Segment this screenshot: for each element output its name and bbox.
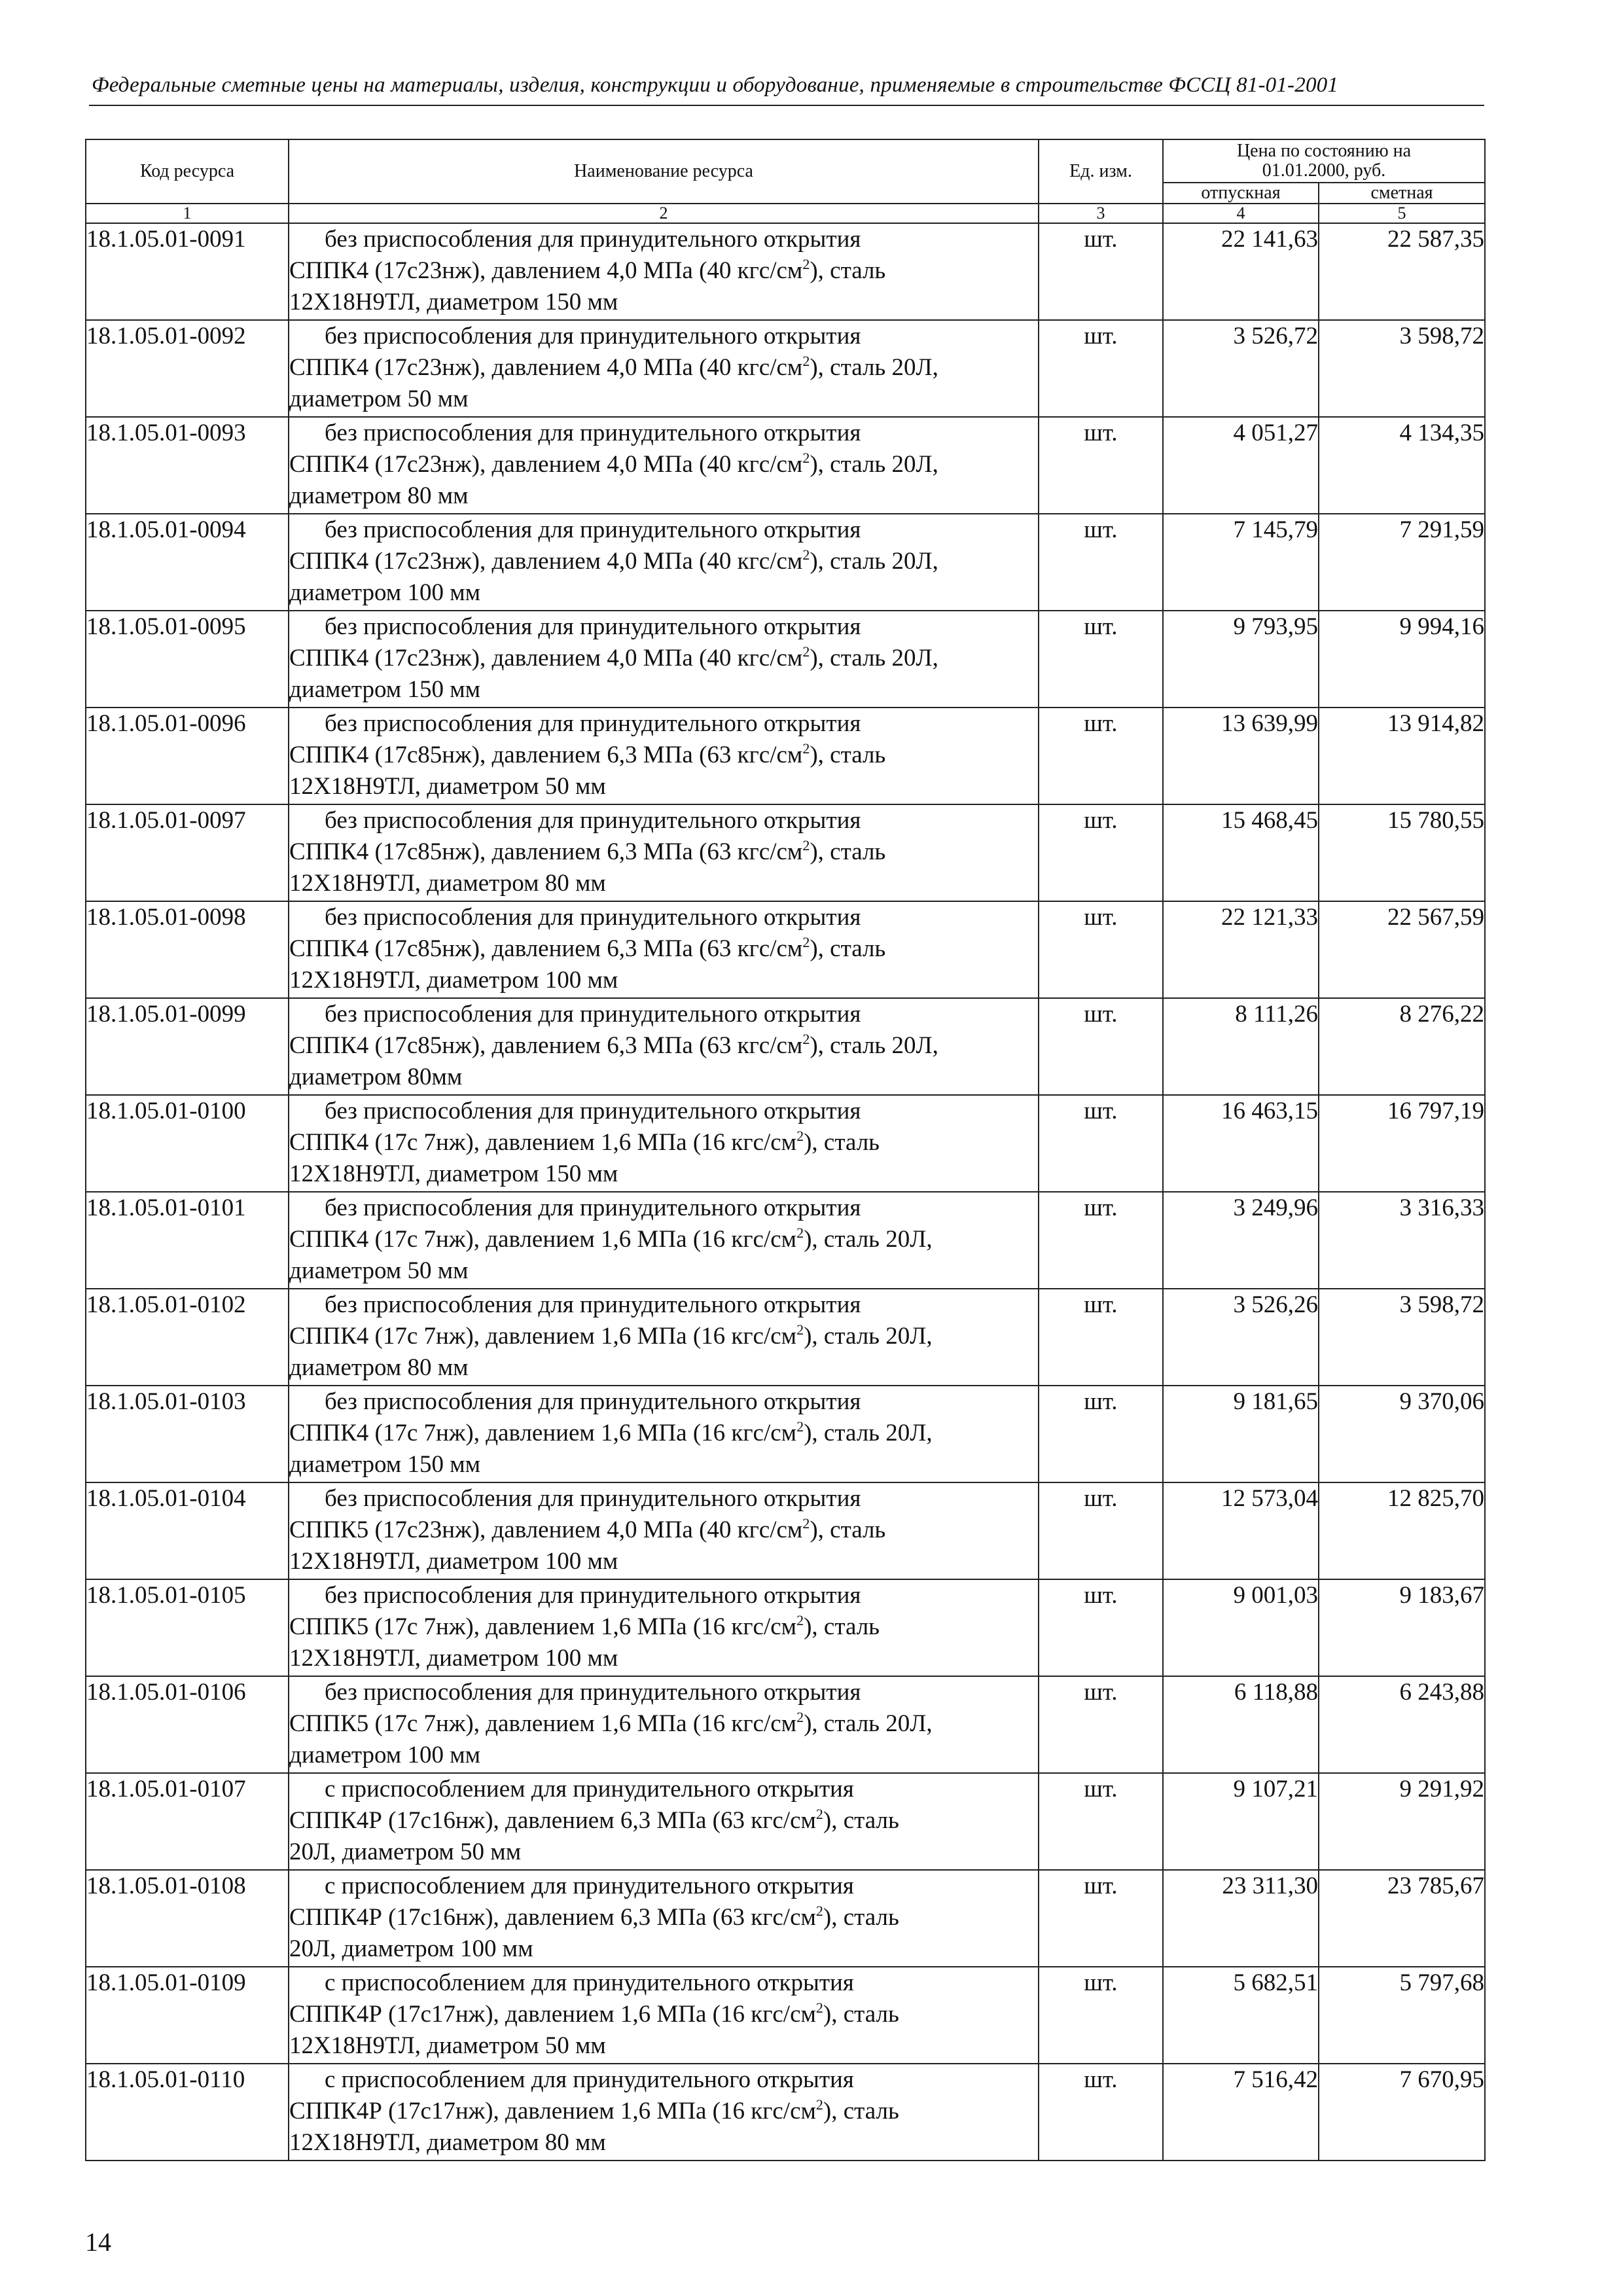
resource-name-text: СППК4 (17с 7нж), давлением 1,6 МПа (16 кгс/см <box>289 1323 797 1350</box>
estimate-price: 9 370,06 <box>1319 1386 1485 1482</box>
resource-name <box>289 417 1039 514</box>
estimate-price: 23 785,67 <box>1319 1870 1485 1967</box>
resource-code: 18.1.05.01-0104 <box>86 1482 289 1579</box>
resource-code: 18.1.05.01-0110 <box>86 2064 289 2161</box>
column-number: 3 <box>1039 204 1163 223</box>
unit-cell: шт. <box>1039 1967 1163 2064</box>
unit-cell: шт. <box>1039 1870 1163 1967</box>
table-row <box>86 320 1485 417</box>
superscript: 2 <box>802 353 810 369</box>
resource-name-line <box>289 2096 1038 2127</box>
resource-name-text: СППК4Р (17с17нж), давлением 1,6 МПа (16 кгс/см <box>289 2098 816 2125</box>
superscript: 2 <box>815 1903 823 1919</box>
resource-name-text: ), сталь 20Л, <box>804 1420 933 1446</box>
col-header-unit: Ед. изм. <box>1039 139 1163 204</box>
column-number: 4 <box>1163 204 1319 223</box>
resource-name-line: с приспособлением для принудительного открытия <box>325 1969 854 1996</box>
release-price: 22 141,63 <box>1163 223 1319 320</box>
resource-name-line: диаметром 150 мм <box>289 676 481 703</box>
table-row <box>86 1095 1485 1192</box>
resource-name-line <box>289 1805 1038 1837</box>
superscript: 2 <box>802 1515 810 1532</box>
resource-name-line: без приспособления для принудительного открытия <box>325 1582 861 1609</box>
resource-name-text: ), сталь <box>810 838 886 865</box>
resource-name <box>289 1192 1039 1289</box>
resource-name-text: СППК4 (17с23нж), давлением 4,0 МПа (40 кгс/см <box>289 257 803 284</box>
estimate-price: 22 567,59 <box>1319 901 1485 998</box>
estimate-price: 7 670,95 <box>1319 2064 1485 2161</box>
resource-name-line: диаметром 80 мм <box>289 1354 469 1381</box>
col-header-price-group: Цена по состоянию на 01.01.2000, руб. <box>1163 139 1485 183</box>
resource-name-text: СППК4 (17с23нж), давлением 4,0 МПа (40 кгс/см <box>289 354 803 381</box>
superscript: 2 <box>802 740 810 757</box>
resource-name <box>289 1967 1039 2064</box>
superscript: 2 <box>802 1031 810 1047</box>
resource-name <box>289 1773 1039 1870</box>
resource-name-text: СППК4 (17с85нж), давлением 6,3 МПа (63 кгс/см <box>289 935 803 962</box>
resource-code: 18.1.05.01-0095 <box>86 611 289 708</box>
resource-name-line: без приспособления для принудительного открытия <box>325 1679 861 1706</box>
unit-cell: шт. <box>1039 804 1163 901</box>
estimate-price: 22 587,35 <box>1319 223 1485 320</box>
resource-name-text: СППК4 (17с 7нж), давлением 1,6 МПа (16 кгс/см <box>289 1420 797 1446</box>
resource-name <box>289 1870 1039 1967</box>
unit-cell: шт. <box>1039 1386 1163 1482</box>
resource-name-text: ), сталь <box>804 1129 880 1156</box>
table-row <box>86 1192 1485 1289</box>
estimate-price: 9 183,67 <box>1319 1579 1485 1676</box>
estimate-price: 3 316,33 <box>1319 1192 1485 1289</box>
release-price: 16 463,15 <box>1163 1095 1319 1192</box>
resource-name-text: ), сталь 20Л, <box>804 1226 933 1253</box>
release-price: 3 526,72 <box>1163 320 1319 417</box>
price-table <box>85 139 1486 2161</box>
superscript: 2 <box>815 2000 823 2016</box>
table-row <box>86 1676 1485 1773</box>
resource-name-line <box>289 1321 1038 1352</box>
table-row <box>86 2064 1485 2161</box>
estimate-price: 7 291,59 <box>1319 514 1485 611</box>
column-number: 5 <box>1319 204 1485 223</box>
resource-name-line: с приспособлением для принудительного открытия <box>325 1776 854 1803</box>
resource-name <box>289 1676 1039 1773</box>
resource-name-text: СППК4 (17с85нж), давлением 6,3 МПа (63 кгс/см <box>289 1032 803 1059</box>
resource-name <box>289 708 1039 804</box>
resource-name-text: СППК4Р (17с16нж), давлением 6,3 МПа (63 кгс/см <box>289 1904 816 1931</box>
unit-cell: шт. <box>1039 1676 1163 1773</box>
resource-name <box>289 611 1039 708</box>
estimate-price: 8 276,22 <box>1319 998 1485 1095</box>
estimate-price: 6 243,88 <box>1319 1676 1485 1773</box>
resource-name-line <box>289 1224 1038 1255</box>
resource-code: 18.1.05.01-0105 <box>86 1579 289 1676</box>
resource-name-line: 12Х18Н9ТЛ, диаметром 150 мм <box>289 289 618 315</box>
release-price: 5 682,51 <box>1163 1967 1319 2064</box>
resource-name-line <box>289 352 1038 384</box>
superscript: 2 <box>802 934 810 950</box>
superscript: 2 <box>796 1418 804 1435</box>
resource-name-text: ), сталь <box>823 1807 899 1834</box>
release-price: 4 051,27 <box>1163 417 1319 514</box>
resource-name <box>289 1579 1039 1676</box>
resource-name-line: 12Х18Н9ТЛ, диаметром 80 мм <box>289 870 606 897</box>
estimate-price: 15 780,55 <box>1319 804 1485 901</box>
table-row <box>86 708 1485 804</box>
column-number: 1 <box>86 204 289 223</box>
resource-name-line: без приспособления для принудительного открытия <box>325 807 861 834</box>
resource-name-text: СППК4 (17с23нж), давлением 4,0 МПа (40 кгс/см <box>289 645 803 672</box>
superscript: 2 <box>815 2096 823 2113</box>
resource-code: 18.1.05.01-0092 <box>86 320 289 417</box>
unit-cell: шт. <box>1039 1579 1163 1676</box>
resource-code: 18.1.05.01-0094 <box>86 514 289 611</box>
resource-name-text: ), сталь <box>804 1613 880 1640</box>
unit-cell: шт. <box>1039 514 1163 611</box>
resource-name-text: ), сталь 20Л, <box>810 354 938 381</box>
superscript: 2 <box>796 1128 804 1144</box>
resource-name-text: ), сталь <box>810 742 886 768</box>
header-rule <box>89 105 1484 106</box>
resource-name <box>289 514 1039 611</box>
resource-name-line: без приспособления для принудительного открытия <box>325 1098 861 1124</box>
unit-cell: шт. <box>1039 417 1163 514</box>
table-row <box>86 901 1485 998</box>
unit-cell: шт. <box>1039 2064 1163 2161</box>
page-number: 14 <box>85 2227 111 2257</box>
unit-cell: шт. <box>1039 1773 1163 1870</box>
release-price: 15 468,45 <box>1163 804 1319 901</box>
estimate-price: 9 994,16 <box>1319 611 1485 708</box>
resource-name-line <box>289 836 1038 868</box>
resource-name-line: 12Х18Н9ТЛ, диаметром 100 мм <box>289 1645 618 1672</box>
superscript: 2 <box>796 1709 804 1725</box>
unit-cell: шт. <box>1039 611 1163 708</box>
column-number-row <box>86 204 1485 223</box>
release-price: 3 526,26 <box>1163 1289 1319 1386</box>
resource-name-line: без приспособления для принудительного открытия <box>325 1194 861 1221</box>
resource-name-line: без приспособления для принудительного открытия <box>325 323 861 350</box>
resource-name-text: ), сталь <box>823 2098 899 2125</box>
superscript: 2 <box>815 1806 823 1822</box>
col-header-release: отпускная <box>1163 183 1319 204</box>
resource-name <box>289 1482 1039 1579</box>
resource-code: 18.1.05.01-0100 <box>86 1095 289 1192</box>
resource-name-line: без приспособления для принудительного открытия <box>325 1388 861 1415</box>
unit-cell: шт. <box>1039 708 1163 804</box>
resource-code: 18.1.05.01-0106 <box>86 1676 289 1773</box>
unit-cell: шт. <box>1039 1482 1163 1579</box>
resource-name-line: без приспособления для принудительного открытия <box>325 904 861 931</box>
resource-code: 18.1.05.01-0107 <box>86 1773 289 1870</box>
resource-name-line: диаметром 100 мм <box>289 579 481 606</box>
unit-cell: шт. <box>1039 1289 1163 1386</box>
release-price: 12 573,04 <box>1163 1482 1319 1579</box>
estimate-price: 13 914,82 <box>1319 708 1485 804</box>
resource-name-line <box>289 1030 1038 1062</box>
resource-name-line <box>289 1611 1038 1643</box>
release-price: 3 249,96 <box>1163 1192 1319 1289</box>
estimate-price: 3 598,72 <box>1319 1289 1485 1386</box>
resource-name-line: без приспособления для принудительного открытия <box>325 1291 861 1318</box>
resource-name-line <box>289 1999 1038 2030</box>
resource-name-line: диаметром 80 мм <box>289 482 469 509</box>
release-price: 13 639,99 <box>1163 708 1319 804</box>
resource-name-text: СППК5 (17с 7нж), давлением 1,6 МПа (16 кгс/см <box>289 1613 797 1640</box>
superscript: 2 <box>802 837 810 853</box>
resource-name-line: без приспособления для принудительного открытия <box>325 1001 861 1028</box>
resource-name-text: СППК4 (17с 7нж), давлением 1,6 МПа (16 кгс/см <box>289 1226 797 1253</box>
resource-name <box>289 320 1039 417</box>
resource-name-text: СППК4 (17с23нж), давлением 4,0 МПа (40 кгс/см <box>289 451 803 478</box>
resource-name-line <box>289 643 1038 674</box>
table-row <box>86 1870 1485 1967</box>
resource-name <box>289 998 1039 1095</box>
resource-code: 18.1.05.01-0101 <box>86 1192 289 1289</box>
running-header: Федеральные сметные цены на материалы, изделия, конструкции и оборудование, применяемые в строительстве ФССЦ 81-01-2001 <box>92 73 1339 97</box>
resource-name-line: без приспособления для принудительного открытия <box>325 226 861 253</box>
resource-code: 18.1.05.01-0096 <box>86 708 289 804</box>
resource-name-line <box>289 546 1038 577</box>
unit-cell: шт. <box>1039 1192 1163 1289</box>
superscript: 2 <box>796 1225 804 1241</box>
resource-name-text: СППК4Р (17с17нж), давлением 1,6 МПа (16 кгс/см <box>289 2001 816 2028</box>
resource-name <box>289 1289 1039 1386</box>
resource-name-text: СППК4 (17с 7нж), давлением 1,6 МПа (16 кгс/см <box>289 1129 797 1156</box>
resource-name-text: СППК5 (17с23нж), давлением 4,0 МПа (40 кгс/см <box>289 1516 803 1543</box>
resource-name-text: ), сталь <box>823 2001 899 2028</box>
resource-name <box>289 804 1039 901</box>
superscript: 2 <box>802 450 810 466</box>
resource-name-line: 12Х18Н9ТЛ, диаметром 50 мм <box>289 2032 606 2059</box>
unit-cell: шт. <box>1039 223 1163 320</box>
resource-code: 18.1.05.01-0091 <box>86 223 289 320</box>
resource-name <box>289 901 1039 998</box>
resource-code: 18.1.05.01-0108 <box>86 1870 289 1967</box>
resource-name-line <box>289 1708 1038 1740</box>
resource-name-line: без приспособления для принудительного открытия <box>325 710 861 737</box>
resource-code: 18.1.05.01-0098 <box>86 901 289 998</box>
table-row <box>86 611 1485 708</box>
release-price: 9 107,21 <box>1163 1773 1319 1870</box>
unit-cell: шт. <box>1039 1095 1163 1192</box>
resource-name-line: 20Л, диаметром 50 мм <box>289 1839 522 1865</box>
resource-name-text: ), сталь 20Л, <box>810 451 938 478</box>
resource-name-line: диаметром 80мм <box>289 1064 463 1090</box>
resource-name-line <box>289 1127 1038 1158</box>
resource-name-line: диаметром 100 мм <box>289 1742 481 1768</box>
resource-name-text: ), сталь 20Л, <box>804 1323 933 1350</box>
resource-name-line: без приспособления для принудительного открытия <box>325 1485 861 1512</box>
resource-name-text: ), сталь <box>810 935 886 962</box>
release-price: 9 001,03 <box>1163 1579 1319 1676</box>
estimate-price: 16 797,19 <box>1319 1095 1485 1192</box>
release-price: 9 181,65 <box>1163 1386 1319 1482</box>
table-row <box>86 1482 1485 1579</box>
resource-name-text: СППК4 (17с85нж), давлением 6,3 МПа (63 кгс/см <box>289 742 803 768</box>
resource-name-text: ), сталь 20Л, <box>810 548 938 575</box>
table-row <box>86 514 1485 611</box>
resource-name-line <box>289 255 1038 287</box>
resource-name-line: 12Х18Н9ТЛ, диаметром 80 мм <box>289 2129 606 2156</box>
superscript: 2 <box>802 643 810 660</box>
resource-name-text: ), сталь <box>810 257 886 284</box>
table-row <box>86 1773 1485 1870</box>
resource-name <box>289 1386 1039 1482</box>
resource-name-line <box>289 740 1038 771</box>
release-price: 9 793,95 <box>1163 611 1319 708</box>
resource-name-line: с приспособлением для принудительного открытия <box>325 2066 854 2093</box>
table-row <box>86 1579 1485 1676</box>
estimate-price: 3 598,72 <box>1319 320 1485 417</box>
release-price: 23 311,30 <box>1163 1870 1319 1967</box>
resource-name-text: ), сталь <box>810 1516 886 1543</box>
resource-name-text: СППК5 (17с 7нж), давлением 1,6 МПа (16 кгс/см <box>289 1710 797 1737</box>
release-price: 7 516,42 <box>1163 2064 1319 2161</box>
resource-name-line: 12Х18Н9ТЛ, диаметром 50 мм <box>289 773 606 800</box>
release-price: 6 118,88 <box>1163 1676 1319 1773</box>
resource-code: 18.1.05.01-0097 <box>86 804 289 901</box>
release-price: 7 145,79 <box>1163 514 1319 611</box>
resource-name-line: без приспособления для принудительного открытия <box>325 420 861 446</box>
resource-name-line: 20Л, диаметром 100 мм <box>289 1935 533 1962</box>
resource-name <box>289 1095 1039 1192</box>
resource-name <box>289 2064 1039 2161</box>
col-header-estimate: сметная <box>1319 183 1485 204</box>
resource-name <box>289 223 1039 320</box>
resource-name-line: диаметром 50 мм <box>289 1257 469 1284</box>
column-number: 2 <box>289 204 1039 223</box>
col-header-name: Наименование ресурса <box>289 139 1039 204</box>
resource-name-line: без приспособления для принудительного открытия <box>325 516 861 543</box>
resource-name-line: 12Х18Н9ТЛ, диаметром 100 мм <box>289 1548 618 1575</box>
resource-code: 18.1.05.01-0102 <box>86 1289 289 1386</box>
table-row <box>86 417 1485 514</box>
resource-name-text: СППК4 (17с23нж), давлением 4,0 МПа (40 кгс/см <box>289 548 803 575</box>
resource-code: 18.1.05.01-0109 <box>86 1967 289 2064</box>
resource-name-line <box>289 933 1038 965</box>
unit-cell: шт. <box>1039 998 1163 1095</box>
col-header-code: Код ресурса <box>86 139 289 204</box>
resource-name-line <box>289 1418 1038 1449</box>
resource-name-text: СППК4 (17с85нж), давлением 6,3 МПа (63 кгс/см <box>289 838 803 865</box>
estimate-price: 12 825,70 <box>1319 1482 1485 1579</box>
release-price: 22 121,33 <box>1163 901 1319 998</box>
resource-code: 18.1.05.01-0093 <box>86 417 289 514</box>
resource-code: 18.1.05.01-0099 <box>86 998 289 1095</box>
table-row <box>86 998 1485 1095</box>
superscript: 2 <box>796 1612 804 1628</box>
table-row <box>86 1289 1485 1386</box>
resource-name-line: без приспособления для принудительного открытия <box>325 613 861 640</box>
resource-name-text: ), сталь 20Л, <box>810 1032 938 1059</box>
resource-code: 18.1.05.01-0103 <box>86 1386 289 1482</box>
resource-name-line: диаметром 150 мм <box>289 1451 481 1478</box>
table-row <box>86 804 1485 901</box>
resource-name-line: с приспособлением для принудительного открытия <box>325 1873 854 1899</box>
release-price: 8 111,26 <box>1163 998 1319 1095</box>
resource-name-line: диаметром 50 мм <box>289 386 469 412</box>
estimate-price: 9 291,92 <box>1319 1773 1485 1870</box>
estimate-price: 5 797,68 <box>1319 1967 1485 2064</box>
resource-name-line: 12Х18Н9ТЛ, диаметром 100 мм <box>289 967 618 994</box>
superscript: 2 <box>796 1321 804 1338</box>
resource-name-text: ), сталь 20Л, <box>810 645 938 672</box>
table-row <box>86 1967 1485 2064</box>
resource-name-line <box>289 449 1038 480</box>
estimate-price: 4 134,35 <box>1319 417 1485 514</box>
resource-name-line <box>289 1515 1038 1546</box>
resource-name-text: СППК4Р (17с16нж), давлением 6,3 МПа (63 кгс/см <box>289 1807 816 1834</box>
table-row <box>86 223 1485 320</box>
unit-cell: шт. <box>1039 320 1163 417</box>
table-row <box>86 1386 1485 1482</box>
superscript: 2 <box>802 256 810 272</box>
superscript: 2 <box>802 547 810 563</box>
resource-name-line: 12Х18Н9ТЛ, диаметром 150 мм <box>289 1160 618 1187</box>
resource-name-line <box>289 1902 1038 1933</box>
resource-name-text: ), сталь 20Л, <box>804 1710 933 1737</box>
unit-cell: шт. <box>1039 901 1163 998</box>
resource-name-text: ), сталь <box>823 1904 899 1931</box>
